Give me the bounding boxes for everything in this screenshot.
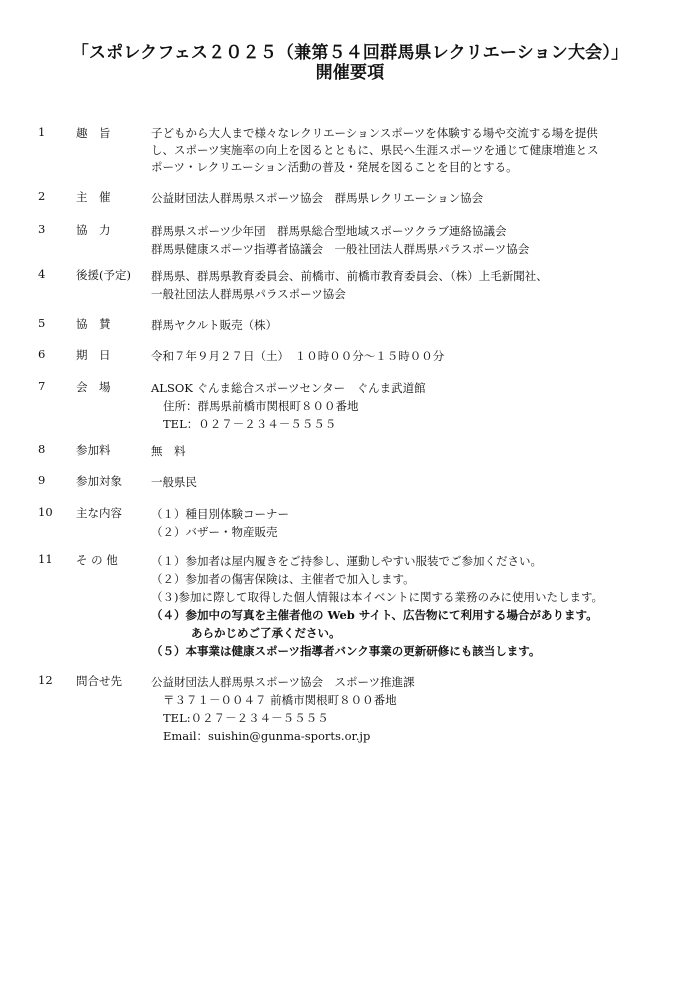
section-number: 7 [38,379,46,393]
content-line: 子どもから大人まで様々なレクリエーションスポーツを体験する場や交流する場を提供 [151,126,598,140]
content-line: あらかじめご了承ください。 [191,626,341,640]
content-line: 〒３７１－００４７ 前橋市関根町８００番地 [163,693,397,707]
section-label: 期 日 [76,348,111,362]
section-content [151,379,651,433]
section-label: 主な内容 [76,506,122,520]
content-line: （１）参加者は屋内履きをご持参し、運動しやすい服装でご参加ください。 [151,554,542,568]
section-number: 2 [38,189,46,203]
document-title: 「スポレクフェス２０２５（兼第５４回群馬県レクリエーション大会）」 [71,43,629,63]
section-content [151,347,651,365]
content-line: し、スポーツ実施率の向上を図るとともに、県民へ生涯スポーツを通じて健康増進とス [151,143,599,157]
content-line: （５）本事業は健康スポーツ指導者バンク事業の更新研修にも該当します。 [151,644,541,658]
content-line: 住所：群馬県前橋市関根町８００番地 [163,399,359,413]
content-line: （２）バザー・物産販売 [151,525,278,539]
section-number: 10 [38,505,53,519]
section-label: 協 賛 [76,317,111,331]
section-label: 趣 旨 [76,126,111,140]
content-line: 公益財団法人群馬県スポーツ協会 群馬県レクリエーション協会 [151,191,484,205]
section-content [151,505,651,541]
content-line: （３)参加に際して取得した個人情報は本イベントに関する業務のみに使用いたします。 [151,590,604,604]
section-number: 1 [38,125,46,139]
section-label: 会 場 [76,380,111,394]
section-number: 5 [38,316,46,330]
content-line: TEL:０２７－２３４－５５５５ [163,711,329,725]
content-line: 令和７年９月２７日（土） １０時００分～１５時００分 [151,349,445,363]
content-line: （４）参加中の写真を主催者他の Web サイト、広告物にて利用する場合があります。 [151,608,598,622]
section-number: 4 [38,267,46,281]
section-content [151,125,651,176]
section-label: 後援(予定) [76,268,131,282]
section-content [151,222,651,258]
section-number: 6 [38,347,46,361]
section-content [151,442,651,460]
section-number: 11 [38,552,53,566]
content-line: 群馬ヤクルト販売（株） [151,318,278,332]
section-label: 参加対象 [76,474,122,488]
section-number: 12 [38,673,53,687]
content-line: 一般社団法人群馬県パラスポーツ協会 [151,287,346,301]
section-label: 主 催 [76,190,111,204]
document-subtitle: 開催要項 [315,63,385,83]
content-line: 公益財団法人群馬県スポーツ協会 スポーツ推進課 [151,675,415,689]
section-label: そ の 他 [76,553,118,567]
content-line: （２）参加者の傷害保険は、主催者で加入します。 [151,572,415,586]
content-line: 一般県民 [151,475,197,489]
section-content [151,316,651,334]
section-number: 8 [38,442,46,456]
section-label: 参加料 [76,443,111,457]
content-line: （１）種目別体験コーナー [151,507,289,521]
content-line: TEL：０２７－２３４－５５５５ [163,417,337,431]
section-content [151,189,651,207]
content-line: ALSOK ぐんま総合スポーツセンター ぐんま武道館 [151,381,426,395]
content-line: 群馬県、群馬県教育委員会、前橋市、前橋市教育委員会、（株）上毛新聞社、 [151,269,548,283]
contact-email[interactable]: Email：suishin@gunma-sports.or.jp [163,729,371,743]
section-content [151,552,651,660]
content-line: 無 料 [151,444,186,458]
section-content [151,673,651,745]
section-content [151,267,651,303]
content-line: 群馬県健康スポーツ指導者協議会 一般社団法人群馬県パラスポーツ協会 [151,242,530,256]
section-label: 協 力 [76,223,111,237]
section-label: 問合せ先 [76,674,122,688]
section-number: 9 [38,473,46,487]
section-content [151,473,651,491]
content-line: 群馬県スポーツ少年団 群馬県総合型地域スポーツクラブ連絡協議会 [151,224,507,238]
content-line: ポーツ・レクリエーション活動の普及・発展を図ることを目的とする。 [151,160,518,174]
section-number: 3 [38,222,46,236]
